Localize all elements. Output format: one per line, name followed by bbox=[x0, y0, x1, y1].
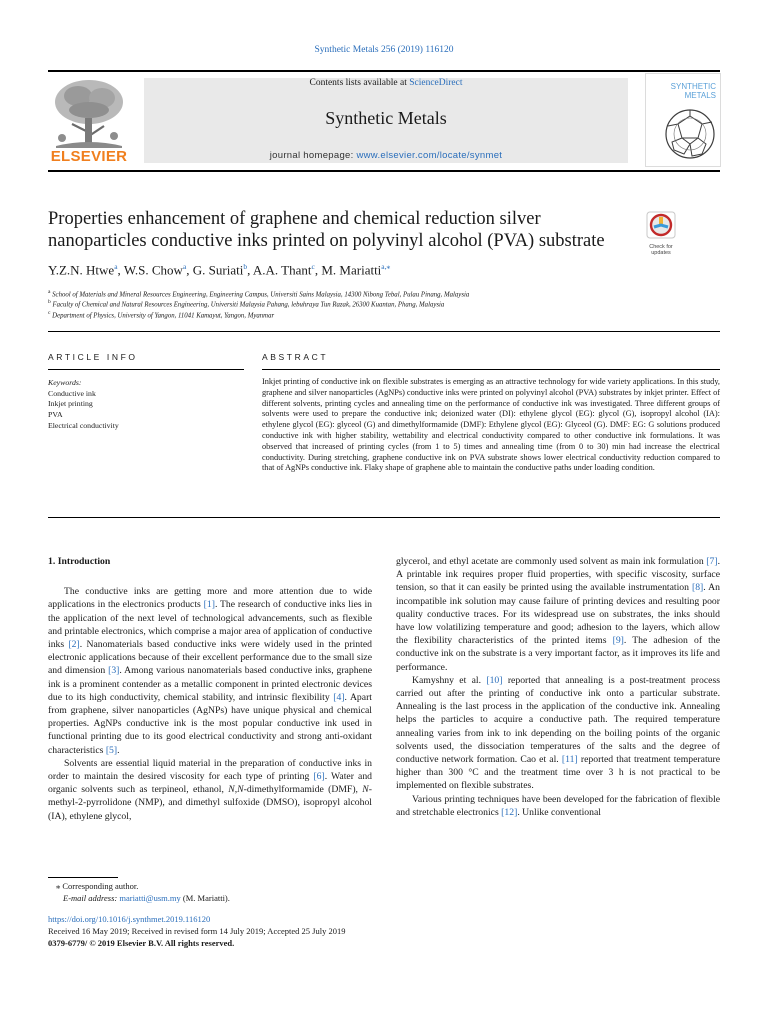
author-affiliation-marker[interactable]: a,⁎ bbox=[381, 262, 391, 271]
italic-text: N bbox=[362, 784, 369, 796]
body-column-left bbox=[48, 555, 372, 823]
fullerene-icon bbox=[662, 104, 716, 162]
body-text: reported that annealing is a post-treatment process carried out after the printing of conductive ink onto a particular substrate. Annealing is the last process in the application of the conductive ink. Annealing helps the particles to acquire a conductive path. The required temperature annealing varies from ink to ink depending on the boiling points of the organic solvents used, the dissociation temperatures of the salts and the degree of conductive network formation. Cao et al. bbox=[396, 674, 720, 766]
keywords-label: Keywords: bbox=[48, 378, 82, 387]
body-text: . Apart from graphene, silver nanoparticles (AgNPs) have unique physical and chemical properties. AgNPs conductive ink is the most popular conductive ink used in functional printing due to its good electrical conductivity and strong anti-oxidant characteristics bbox=[48, 691, 372, 756]
keyword-item: Inkjet printing bbox=[48, 399, 93, 409]
affiliation-c-marker: c bbox=[48, 310, 51, 316]
author-separator: , bbox=[186, 262, 193, 278]
article-info-heading: ARTICLE INFO bbox=[48, 352, 138, 362]
article-dates: Received 16 May 2019; Received in revised form 14 July 2019; Accepted 25 July 2019 bbox=[48, 926, 346, 936]
author-affiliation-marker[interactable]: a bbox=[114, 262, 118, 271]
body-text: . Among various nanomaterials based conductive inks, graphene ink is a prominent contender as a metallic component in printed electronic devices due to its high conductivity, chemical stability, and intrinsic flexibility bbox=[48, 665, 372, 703]
author-separator: , bbox=[314, 262, 322, 278]
email-label: E-mail address: bbox=[63, 893, 120, 903]
body-text: . Nanomaterials based conductive inks were widely used in the printed electronic applications because of their excellent performance due to the small size and dimension bbox=[48, 639, 372, 677]
body-text: The conductive inks are getting more and more attention due to wide applications in the electronics products bbox=[48, 586, 372, 611]
citation-reference-link[interactable]: [9] bbox=[612, 635, 624, 647]
author-affiliation-marker[interactable]: c bbox=[311, 262, 315, 271]
footnote-rule bbox=[48, 877, 118, 878]
body-text: . An incompatible ink solution may cause failure of printing devices and resulting poor quality conductive traces. For its widespread use on substrates, the inks should have low volatilizing temperature and good; adhesion to the layers, which allow the flexibility characteristics of the printed items bbox=[396, 582, 720, 647]
body-text: . Water and organic solvents such as terpineol, ethanol, bbox=[48, 771, 373, 796]
article-title-line1: Properties enhancement of graphene and chemical reduction silver bbox=[48, 209, 541, 229]
homepage-label: journal homepage: bbox=[269, 150, 357, 161]
section-heading-introduction: 1. Introduction bbox=[48, 556, 111, 567]
body-paragraph bbox=[396, 793, 720, 819]
abstract-rule bbox=[262, 369, 720, 370]
italic-text: N,N bbox=[228, 784, 244, 796]
cover-title-line2: METALS bbox=[684, 91, 716, 100]
author-name[interactable]: W.S. Chow bbox=[123, 262, 183, 278]
keyword-item: PVA bbox=[48, 410, 63, 420]
contents-availability-line bbox=[144, 78, 628, 88]
body-text: . A printable ink requires proper fluid properties, with specific viscosity, surface tension, so that it can easily be printed using the available instrumentation bbox=[396, 556, 720, 594]
copyright-line: 0379-6779/ © 2019 Elsevier B.V. All rights reserved. bbox=[48, 938, 235, 948]
body-text: -dimethylformamide (DMF), bbox=[243, 784, 363, 796]
author-name[interactable]: A.A. Thant bbox=[252, 262, 312, 278]
citation-reference-link[interactable]: [7] bbox=[706, 556, 718, 567]
citation-reference-link[interactable]: [12] bbox=[501, 806, 518, 818]
author-affiliation-marker[interactable]: a bbox=[182, 262, 187, 271]
author-separator: , bbox=[117, 262, 124, 278]
body-text: Solvents are essential liquid material in the preparation of conductive inks in order to maintain the desired viscosity for each type of printing bbox=[48, 757, 372, 783]
citation-reference-link[interactable]: [6] bbox=[313, 771, 325, 783]
doi-link[interactable]: https://doi.org/10.1016/j.synthmet.2019.116120 bbox=[48, 914, 211, 924]
affiliation-c bbox=[48, 310, 720, 319]
sciencedirect-link[interactable]: ScienceDirect bbox=[409, 78, 463, 88]
body-paragraph bbox=[396, 674, 720, 793]
citation-reference-link[interactable]: [2] bbox=[68, 639, 80, 651]
body-text: . The adhesion of the conductive ink on the substrate is a very important factor, as it improves its life and performance. bbox=[396, 635, 720, 673]
body-text: . bbox=[117, 744, 120, 756]
keyword-item: Conductive ink bbox=[48, 388, 96, 398]
check-for-updates-badge[interactable] bbox=[640, 211, 682, 256]
article-title-line2: nanoparticles conductive inks printed on polyvinyl alcohol (PVA) substrate bbox=[48, 231, 605, 251]
body-text: -methyl-2-pyrrolidone (NMP), and dimethyl sulfoxide (DMSO), isopropyl alcohol (IA), ethylene glycol, bbox=[48, 784, 372, 822]
body-text: glycerol, and ethyl acetate are commonly used solvent as main ink formulation bbox=[396, 556, 707, 567]
body-column-right bbox=[396, 555, 720, 819]
body-paragraph bbox=[48, 757, 372, 823]
journal-homepage-line bbox=[144, 150, 628, 161]
body-text: . The research of conductive inks lies in the application of the next level of technological advancements, such as flexible and printable electronics, which comprise a major area of application of conductive inks bbox=[48, 599, 373, 651]
crossmark-text-line2: updates bbox=[651, 250, 671, 256]
journal-name: Synthetic Metals bbox=[325, 108, 447, 128]
affiliation-b bbox=[48, 299, 720, 308]
affiliation-a-text: School of Materials and Mineral Resources Engineering, Engineering Campus, Universiti Sains Malaysia, 14300 Nibong Tebal, Pulau Pinang, Malaysia bbox=[52, 291, 470, 299]
journal-citation-link[interactable]: Synthetic Metals 256 (2019) 116120 bbox=[314, 45, 454, 55]
citation-reference-link[interactable]: [3] bbox=[108, 665, 120, 677]
body-text: Various printing techniques have been developed for the fabrication of flexible and stretchable electronics bbox=[396, 793, 720, 818]
body-text: . Unlike conventional bbox=[517, 806, 601, 818]
masthead-bottom-rule bbox=[48, 170, 720, 172]
citation-reference-link[interactable]: [4] bbox=[333, 691, 345, 703]
affiliation-b-marker: b bbox=[48, 299, 51, 305]
elsevier-logo-text: ELSEVIER bbox=[50, 148, 128, 165]
abstract-end-rule bbox=[48, 517, 720, 518]
author-name[interactable]: G. Suriati bbox=[192, 262, 244, 278]
author-name[interactable]: M. Mariatti bbox=[321, 262, 382, 278]
article-info-rule bbox=[48, 369, 244, 370]
citation-reference-link[interactable]: [8] bbox=[691, 582, 704, 594]
masthead-top-rule bbox=[48, 70, 720, 72]
citation-reference-link[interactable]: [1] bbox=[203, 599, 215, 611]
cover-title bbox=[650, 82, 716, 100]
crossmark-icon bbox=[640, 211, 682, 239]
keyword-item: Electrical conductivity bbox=[48, 420, 119, 430]
contents-prefix: Contents lists available at bbox=[309, 78, 410, 88]
body-paragraph bbox=[48, 585, 372, 757]
homepage-link[interactable]: www.elsevier.com/locate/synmet bbox=[356, 150, 503, 161]
email-suffix: (M. Mariatti). bbox=[180, 893, 230, 903]
email-link[interactable]: mariatti@usm.my bbox=[119, 893, 181, 903]
author-name[interactable]: Y.Z.N. Htwe bbox=[48, 262, 115, 278]
affiliation-a bbox=[48, 289, 720, 298]
author-affiliation-marker[interactable]: b bbox=[243, 262, 248, 271]
journal-cover-thumbnail[interactable] bbox=[645, 73, 721, 167]
article-title bbox=[48, 208, 638, 252]
keywords-block bbox=[48, 378, 244, 432]
citation-reference-link[interactable]: [10] bbox=[486, 674, 503, 686]
email-footnote bbox=[63, 893, 230, 903]
author-separator: , bbox=[247, 262, 253, 278]
abstract-text: Inkjet printing of conductive ink on flexible substrates is emerging as an attractive technology for wide variety applications. In this study, graphene and silver nanoparticles (AgNPs) conductive inks were printed on polyvinyl alcohol (PVA) substrates by inkjet printer. Effect of different solvents, printing cycles and annealing time on the performance of conductive ink was investigated. Three different groups of solvents were used to prepare the conductive ink; deionized water (DI): ethylene glycol (EG): glycol (G), isopropyl alcohol (IA): ethylene glycol (EG): glyceol (G) and dimethylformamide (DMF): Ethylene glycol (EG): Glyceol (G). DMF: EG: G solutions produced conductive ink with higher stability, wettability and electrical conductivity compared to other conductive ink formulations. It was observed that increased of printing cycles (from 1 to 5) times and annealing time (from 0 to 30) min had increase the electrical conductivity. During stretching, graphene conductive ink on PVA substrate shows lower electrical conductivity reduction compared to that of AgNPs conductive ink. Flaky shape of graphene able to maintain the conductive paths under loading condition. bbox=[262, 377, 720, 473]
affiliation-b-text: Faculty of Chemical and Natural Resources Engineering, Universiti Malaysia Pahang, lebuhraya Tun Razak, 26300 Kuantan, Phang, Malaysia bbox=[52, 301, 445, 309]
abstract-heading: ABSTRACT bbox=[262, 352, 329, 362]
affiliation-a-marker: a bbox=[48, 289, 51, 295]
affiliation-c-text: Department of Physics, University of Yangon, 11041 Kamayut, Yangon, Myanmar bbox=[52, 312, 275, 320]
crossmark-text-line1: Check for bbox=[649, 244, 673, 250]
author-list bbox=[48, 262, 688, 278]
citation-reference-link[interactable]: [5] bbox=[105, 744, 118, 756]
body-text: reported that treatment temperature higher than 300 °C and the treatment time over 3 h is not practical to be implemented on flexible substrates. bbox=[396, 754, 720, 792]
citation-reference-link[interactable]: [11] bbox=[561, 754, 578, 766]
cover-title-line1: SYNTHETIC bbox=[670, 82, 716, 91]
body-text: Kamyshny et al. bbox=[412, 674, 487, 686]
body-paragraph bbox=[396, 555, 720, 674]
corresponding-author-note: ⁎ Corresponding author. bbox=[56, 881, 139, 891]
title-block-rule bbox=[48, 331, 720, 332]
